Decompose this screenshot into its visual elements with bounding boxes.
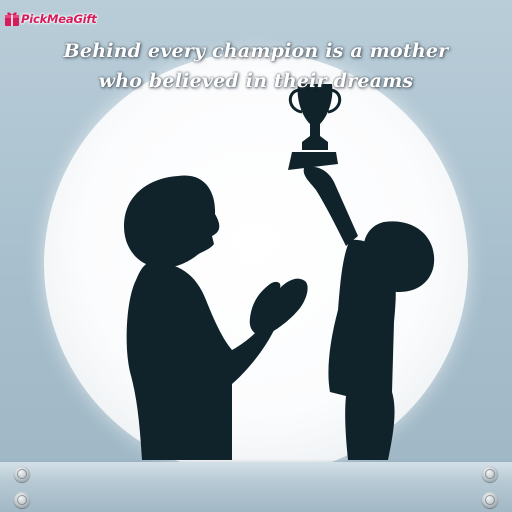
brand-logo xyxy=(4,6,97,32)
headline xyxy=(0,36,512,96)
headline-line-2: who believed in their dreams xyxy=(98,70,414,92)
gift-box-icon xyxy=(4,11,20,27)
mother-silhouette xyxy=(124,175,308,460)
child-body xyxy=(328,240,395,460)
headline-line-1: Behind every champion is a mother xyxy=(63,40,449,62)
mounting-screw-icon xyxy=(14,466,30,482)
mounting-screw-icon xyxy=(14,492,30,508)
mother-body xyxy=(127,262,277,460)
child-arm xyxy=(304,167,358,246)
mounting-screw-icon xyxy=(482,466,498,482)
mounting-screw-icon xyxy=(482,492,498,508)
mother-hands xyxy=(250,279,308,336)
mother-head xyxy=(124,175,219,268)
child-silhouette xyxy=(288,84,434,460)
brand-name: PickMeaGift xyxy=(21,12,97,26)
